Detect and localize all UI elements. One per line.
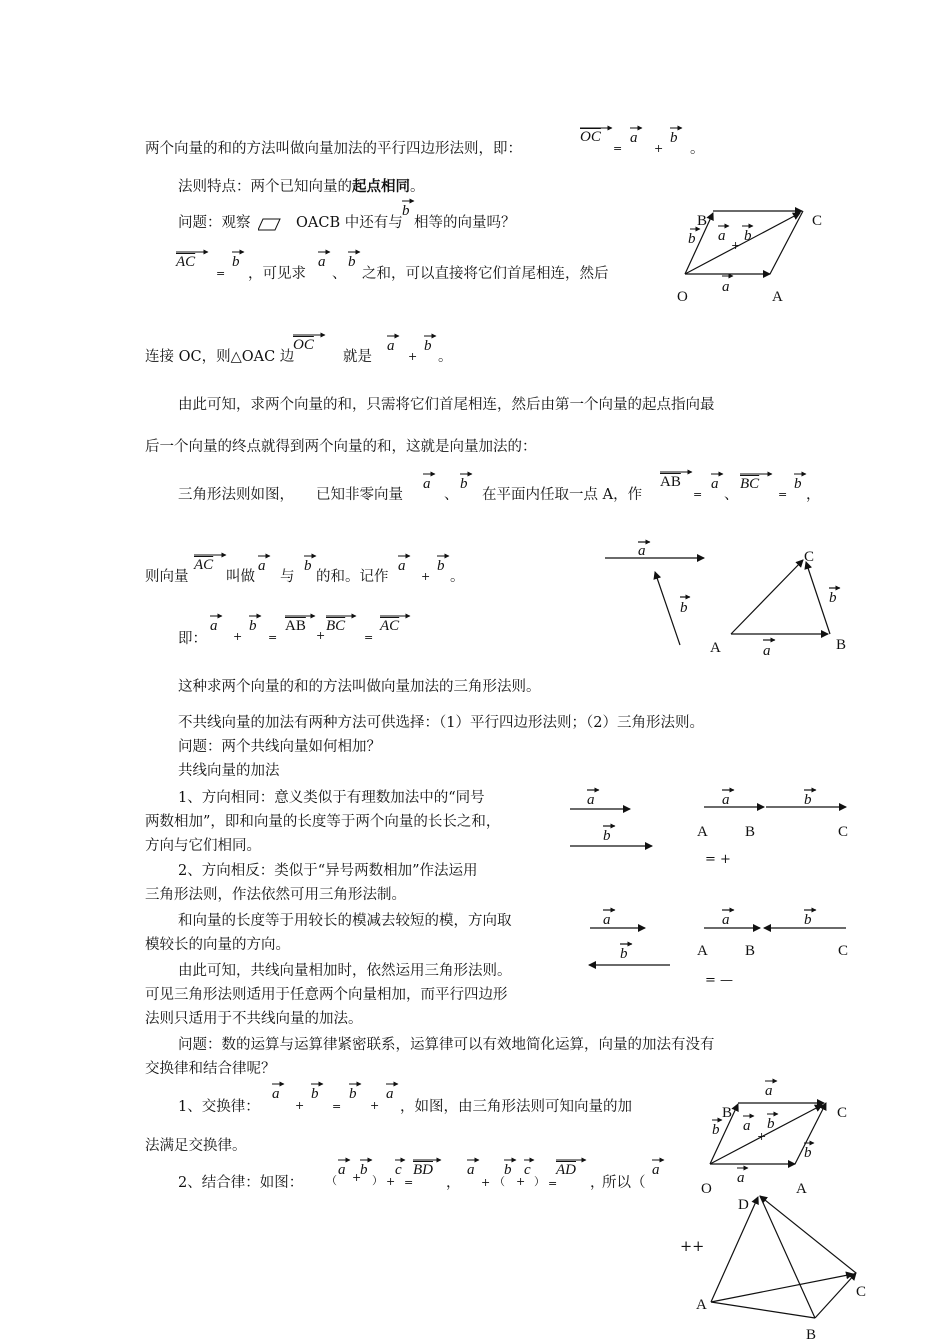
point-o-label: O bbox=[677, 289, 688, 305]
question1-a: 问题：观察 bbox=[178, 215, 251, 231]
vector-b: b bbox=[437, 558, 445, 574]
para-parallelogram-rule: 两个向量的和的方法叫做向量加法的平行四边形法则，即： bbox=[145, 141, 522, 157]
paren-right: ） bbox=[534, 1175, 545, 1188]
same-dir-line: 两数相加”，即和向量的长度等于两个向量的长长之和， bbox=[145, 814, 501, 830]
vector-a: a bbox=[398, 558, 406, 574]
op-plus: + bbox=[386, 1175, 396, 1188]
vector-a: a bbox=[652, 1162, 660, 1178]
question2: 问题：两个共线向量如何相加？ bbox=[178, 739, 381, 755]
op-plus: + bbox=[316, 629, 326, 642]
tri-rule-summary: 这种求两个向量的和的方法叫做向量加法的三角形法则。 bbox=[178, 679, 541, 695]
vector-a: a bbox=[718, 228, 726, 244]
vector-a: a bbox=[603, 912, 611, 928]
rule-feature-text: 法则特点：两个已知向量的 bbox=[178, 179, 352, 195]
vector-b: b bbox=[460, 476, 468, 492]
vector-b: b bbox=[804, 1145, 812, 1161]
vector-bd: $\overline{BD}$ bbox=[413, 1162, 433, 1178]
vector-ac: $\overline{AC}$ bbox=[176, 254, 196, 270]
point-b-label: B bbox=[806, 1327, 817, 1343]
point-o-label: O bbox=[701, 1181, 712, 1197]
point-a-label: A bbox=[772, 289, 783, 305]
plus-plus: ++ bbox=[680, 1239, 705, 1255]
vector-b: b bbox=[680, 600, 688, 616]
paren-left: （ bbox=[326, 1174, 337, 1187]
vector-b: b bbox=[620, 946, 628, 962]
vector-b: b bbox=[249, 618, 257, 634]
commutative-b: ，如图，由三角形法则可知向量的加 bbox=[400, 1099, 632, 1115]
paren-right: ） bbox=[372, 1174, 383, 1187]
conclusion2-line: 由此可知，共线向量相加时，依然运用三角形法则。 bbox=[178, 963, 512, 979]
associative-a: 2、结合律：如图： bbox=[178, 1175, 304, 1191]
collinear-title: 共线向量的加法 bbox=[178, 763, 280, 779]
vector-b: b bbox=[712, 1122, 720, 1138]
point-a-label: A bbox=[697, 824, 708, 840]
sep: 、 bbox=[444, 487, 459, 503]
sum-text-c: 与 bbox=[280, 569, 295, 585]
rule-feature-end: 。 bbox=[410, 179, 425, 195]
vector-a: a bbox=[638, 543, 646, 559]
point-c-label: C bbox=[804, 549, 815, 565]
collinear-eq-opp: = — bbox=[705, 973, 734, 988]
associative-b: 所以（ bbox=[602, 1175, 646, 1191]
op-plus: + bbox=[481, 1176, 491, 1189]
vector-b: b bbox=[744, 228, 752, 244]
vector-bc: $\overline{BC}$ bbox=[740, 476, 760, 492]
vector-a: a bbox=[210, 618, 218, 634]
sum-text-b: 叫做 bbox=[226, 569, 255, 585]
vector-b: b bbox=[804, 912, 812, 928]
point-c-label: C bbox=[838, 943, 849, 959]
vector-ac: $\overline{AC}$ bbox=[194, 557, 214, 573]
vector-a: a bbox=[763, 643, 771, 659]
vector-a: a bbox=[467, 1162, 475, 1178]
vector-a: a bbox=[258, 558, 266, 574]
sum-text-d: 的和。记作 bbox=[316, 569, 389, 585]
connect-text-a: 连接 OC，则△OAC 边 bbox=[145, 349, 295, 365]
vector-a: a bbox=[387, 338, 395, 354]
op-plus: + bbox=[757, 1130, 767, 1143]
conclusion2-line: 法则只适用于不共线向量的加法。 bbox=[145, 1011, 363, 1027]
vector-a: a bbox=[743, 1118, 751, 1134]
op-eq: = bbox=[693, 488, 703, 501]
associative-figure bbox=[711, 1196, 856, 1318]
vector-b: b bbox=[603, 828, 611, 844]
vector-a: a bbox=[587, 792, 595, 808]
para-conclusion-1: 由此可知，求两个向量的和，只需将它们首尾相连，然后由第一个向量的起点指向最 bbox=[178, 397, 715, 413]
vector-c: c bbox=[524, 1162, 531, 1178]
vector-a: a bbox=[630, 130, 638, 146]
vector-ac: $\overline{AC}$ bbox=[380, 618, 400, 634]
op-eq: = bbox=[216, 267, 226, 280]
op-plus: + bbox=[516, 1175, 526, 1188]
op-eq: = bbox=[364, 631, 374, 644]
op-plus: + bbox=[295, 1099, 305, 1112]
opp-len-line: 模较长的向量的方向。 bbox=[145, 937, 290, 953]
vector-b: b bbox=[794, 476, 802, 492]
conclusion2-line: 可见三角形法则适用于任意两个向量相加，而平行四边形 bbox=[145, 987, 508, 1003]
vector-ab: $\overline{AB}$ bbox=[285, 618, 306, 634]
op-eq: = bbox=[548, 1177, 558, 1190]
vector-b: b bbox=[804, 792, 812, 808]
vector-b: b bbox=[402, 203, 410, 219]
op-eq: = bbox=[332, 1100, 342, 1113]
op-eq: = bbox=[404, 1176, 414, 1189]
vector-b: b bbox=[360, 1162, 368, 1178]
comma: ， bbox=[590, 1175, 605, 1191]
point-b-label: B bbox=[745, 824, 756, 840]
vector-bc: $\overline{BC}$ bbox=[326, 618, 346, 634]
vector-a: a bbox=[272, 1086, 280, 1102]
op-plus: + bbox=[370, 1099, 380, 1112]
para-conclusion-2: 后一个向量的终点就得到两个向量的和，这就是向量加法的： bbox=[145, 439, 537, 455]
vectors-a-b-figure bbox=[605, 542, 704, 645]
vector-a: a bbox=[386, 1086, 394, 1102]
op-plus: + bbox=[421, 570, 431, 583]
ac-text-end: 之和，可以直接将它们首尾相连，然后 bbox=[362, 266, 609, 282]
op-plus: + bbox=[352, 1171, 362, 1184]
vector-a: a bbox=[423, 476, 431, 492]
point-c-label: C bbox=[838, 824, 849, 840]
op-eq: = bbox=[268, 631, 278, 644]
connect-text-b: 就是 bbox=[343, 349, 372, 365]
rule-feature-bold: 起点相同 bbox=[352, 178, 410, 195]
vector-a: a bbox=[318, 254, 326, 270]
vector-a: a bbox=[737, 1170, 745, 1186]
vector-b: b bbox=[670, 130, 678, 146]
vector-a: a bbox=[722, 912, 730, 928]
op-eq: = bbox=[778, 488, 788, 501]
paren-left: （ bbox=[494, 1175, 505, 1188]
point-b-label: B bbox=[836, 637, 847, 653]
triangle-abc-figure bbox=[731, 560, 840, 640]
vector-b: b bbox=[311, 1086, 319, 1102]
opp-dir-line: 三角形法则，作法依然可用三角形法制。 bbox=[145, 887, 406, 903]
vector-ab: $\overline{AB}$ bbox=[660, 474, 681, 490]
vector-oc: $\overline{OC}$ bbox=[293, 337, 314, 353]
op-plus: + bbox=[654, 142, 664, 155]
commutative-a: 1、交换律： bbox=[178, 1099, 260, 1115]
vector-b: b bbox=[232, 254, 240, 270]
op-plus: + bbox=[408, 350, 418, 363]
sum-text-a: 则向量 bbox=[145, 569, 189, 585]
opp-dir-line: 2、方向相反：类似于“异号两数相加”作法运用 bbox=[178, 863, 478, 879]
point-b-label: B bbox=[697, 213, 708, 229]
point-d-label: D bbox=[738, 1197, 749, 1213]
point-a-label: A bbox=[697, 943, 708, 959]
noncollinear-para: 不共线向量的加法有两种方法可供选择：（1）平行四边形法则；（2）三角形法则。 bbox=[178, 715, 704, 731]
ac-sep: 、 bbox=[332, 266, 347, 282]
commutative-c-text: 法满足交换 bbox=[145, 1138, 218, 1154]
point-a-label: A bbox=[710, 640, 721, 656]
vector-a: a bbox=[711, 476, 719, 492]
same-dir-line: 方向与它们相同。 bbox=[145, 838, 261, 854]
vector-b: b bbox=[304, 558, 312, 574]
sep: 、 bbox=[724, 487, 739, 503]
op-plus: + bbox=[233, 630, 243, 643]
vector-b: b bbox=[504, 1162, 512, 1178]
point-c-label: C bbox=[856, 1284, 867, 1300]
op-eq: = bbox=[613, 142, 623, 155]
point-b-label: B bbox=[745, 943, 756, 959]
vector-ad: $\overline{AD}$ bbox=[556, 1162, 576, 1178]
vector-c: c bbox=[395, 1162, 402, 1178]
tri-rule-b: 已知非零向量 bbox=[316, 487, 403, 503]
point-a-label: A bbox=[696, 1297, 707, 1313]
op-plus: + bbox=[731, 239, 741, 252]
tri-rule-c: 在平面内任取一点 A，作 bbox=[482, 487, 643, 503]
vector-oc: $\overline{OC}$ bbox=[580, 129, 601, 145]
question3-line: 问题：数的运算与运算律紧密联系，运算律可以有效地简化运算，向量的加法有没有 bbox=[178, 1037, 715, 1053]
same-dir-line: 1、方向相同：意义类似于有理数加法中的“同号 bbox=[178, 790, 485, 806]
vector-b: b bbox=[348, 254, 356, 270]
comma: ， bbox=[806, 487, 821, 503]
vector-b: b bbox=[688, 231, 696, 247]
vector-b: b bbox=[829, 590, 837, 606]
ji-label: 即： bbox=[178, 631, 207, 647]
question3-line: 交换律和结合律呢？ bbox=[145, 1061, 276, 1077]
vector-a: a bbox=[765, 1083, 773, 1099]
vector-a: a bbox=[722, 279, 730, 295]
point-c-label: C bbox=[837, 1105, 848, 1121]
commutative-d-text: 律。 bbox=[217, 1138, 247, 1154]
vector-b: b bbox=[424, 338, 432, 354]
vector-a: a bbox=[338, 1162, 346, 1178]
question1-c: 相等的向量吗？ bbox=[414, 215, 516, 231]
point-a-label: A bbox=[796, 1181, 807, 1197]
collinear-eq-same: = + bbox=[705, 852, 731, 867]
point-c-label: C bbox=[812, 213, 823, 229]
comma: ， bbox=[446, 1175, 461, 1191]
point-b-label: B bbox=[722, 1105, 733, 1121]
tri-rule-a: 三角形法则如图， bbox=[178, 487, 294, 503]
vector-a: a bbox=[722, 792, 730, 808]
opp-len-line: 和向量的长度等于用较长的模减去较短的模，方向取 bbox=[178, 913, 512, 929]
vector-b: b bbox=[349, 1086, 357, 1102]
ac-text-mid: ，可见求 bbox=[248, 266, 306, 282]
period: 。 bbox=[450, 569, 465, 585]
vector-b: b bbox=[767, 1116, 775, 1132]
question1-b: OACB 中还有与 bbox=[296, 215, 403, 231]
period: 。 bbox=[690, 141, 705, 157]
connect-text-c: 。 bbox=[438, 349, 453, 365]
